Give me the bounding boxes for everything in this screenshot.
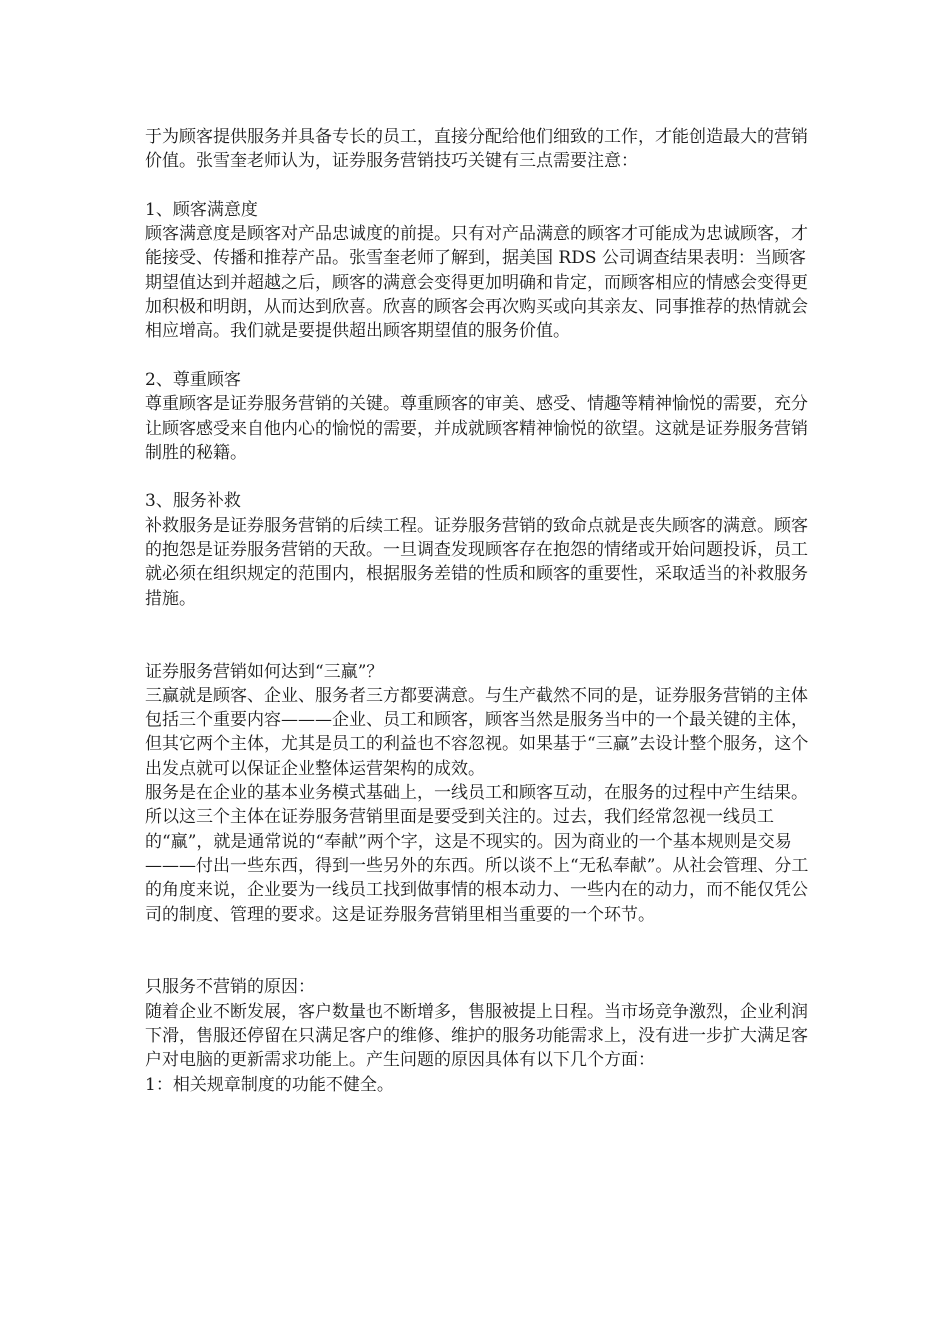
three-win-paragraph-2: 服务是在企业的基本业务模式基础上，一线员工和顾客互动，在服务的过程中产生结果。所以这三个主体在证券服务营销里面是要受到关注的。过去，我们经常忽视一线员工的“赢”，就是通常说的“奉献”两个字，这是不现实的。因为商业的一个基本规则是交易———付出一些东西，得到一些另外的东西。所以谈不上“无私奉献”。从社会管理、分工的角度来说，企业要为一线员工找到做事情的根本动力、一些内在的动力，而不能仅凭公司的制度、管理的要求。这是证券服务营销里相当重要的一个环节。 [145, 783, 809, 925]
cause-list-item-1: 1：相关规章制度的功能不健全。 [145, 1074, 394, 1095]
document-body [145, 125, 815, 1097]
spacer [145, 465, 815, 489]
section-3-paragraph: 补救服务是证券服务营销的后续工程。证券服务营销的致命点就是丧失顾客的满意。顾客的抱怨是证券服务营销的天敌。一旦调查发现顾客存在抱怨的情绪或开始问题投诉，员工就必须在组织规定的范围内，根据服务差错的性质和顾客的重要性，采取适当的补救服务措施。 [145, 515, 808, 609]
spacer [145, 611, 815, 660]
section-3-heading: 3、服务补救 [145, 491, 241, 512]
section-2-paragraph: 尊重顾客是证券服务营销的关键。尊重顾客的审美、感受、情趣等精神愉悦的需要，充分让顾客感受来自他内心的愉悦的需要，并成就顾客精神愉悦的欲望。这就是证券服务营销制胜的秘籍。 [145, 394, 808, 463]
section-2-heading: 2、尊重顾客 [145, 369, 241, 390]
intro-paragraph: 于为顾客提供服务并具备专长的员工，直接分配给他们细致的工作，才能创造最大的营销价值。张雪奎老师认为，证券服务营销技巧关键有三点需要注意： [145, 127, 808, 172]
spacer [145, 927, 815, 976]
spacer [145, 174, 815, 198]
section-1-heading: 1、顾客满意度 [145, 199, 258, 220]
cause-paragraph: 随着企业不断发展，客户数量也不断增多，售服被提上日程。当市场竞争激烈，企业利润下滑，售服还停留在只满足客户的维修、维护的服务功能需求上，没有进一步扩大满足客户对电脑的更新需求功能上。产生问题的原因具体有以下几个方面： [145, 1001, 808, 1071]
three-win-heading: 证券服务营销如何达到“三赢”？ [145, 661, 384, 682]
spacer [145, 344, 815, 368]
three-win-paragraph-1: 三赢就是顾客、企业、服务者三方都要满意。与生产截然不同的是，证券服务营销的主体包括三个重要内容———企业、员工和顾客，顾客当然是服务当中的一个最关键的主体，但其它两个主体，尤其是员工的利益也不容忽视。如果基于“三赢”去设计整个服务，这个出发点就可以保证企业整体运营架构的成效。 [145, 685, 809, 779]
section-1-paragraph: 顾客满意度是顾客对产品忠诚度的前提。只有对产品满意的顾客才可能成为忠诚顾客，才能接受、传播和推荐产品。张雪奎老师了解到，据美国 RDS 公司调查结果表明：当顾客期望值达到并超越之后，顾客的满意会变得更加明确和肯定，而顾客相应的情感会变得更加积极和明朗，从而达到欣喜。欣喜的顾客会再次购买或向其亲友、同事推荐的热情就会相应增高。我们就是要提供超出顾客期望值的服务价值。 [145, 224, 808, 342]
cause-heading: 只服务不营销的原因： [145, 977, 315, 998]
